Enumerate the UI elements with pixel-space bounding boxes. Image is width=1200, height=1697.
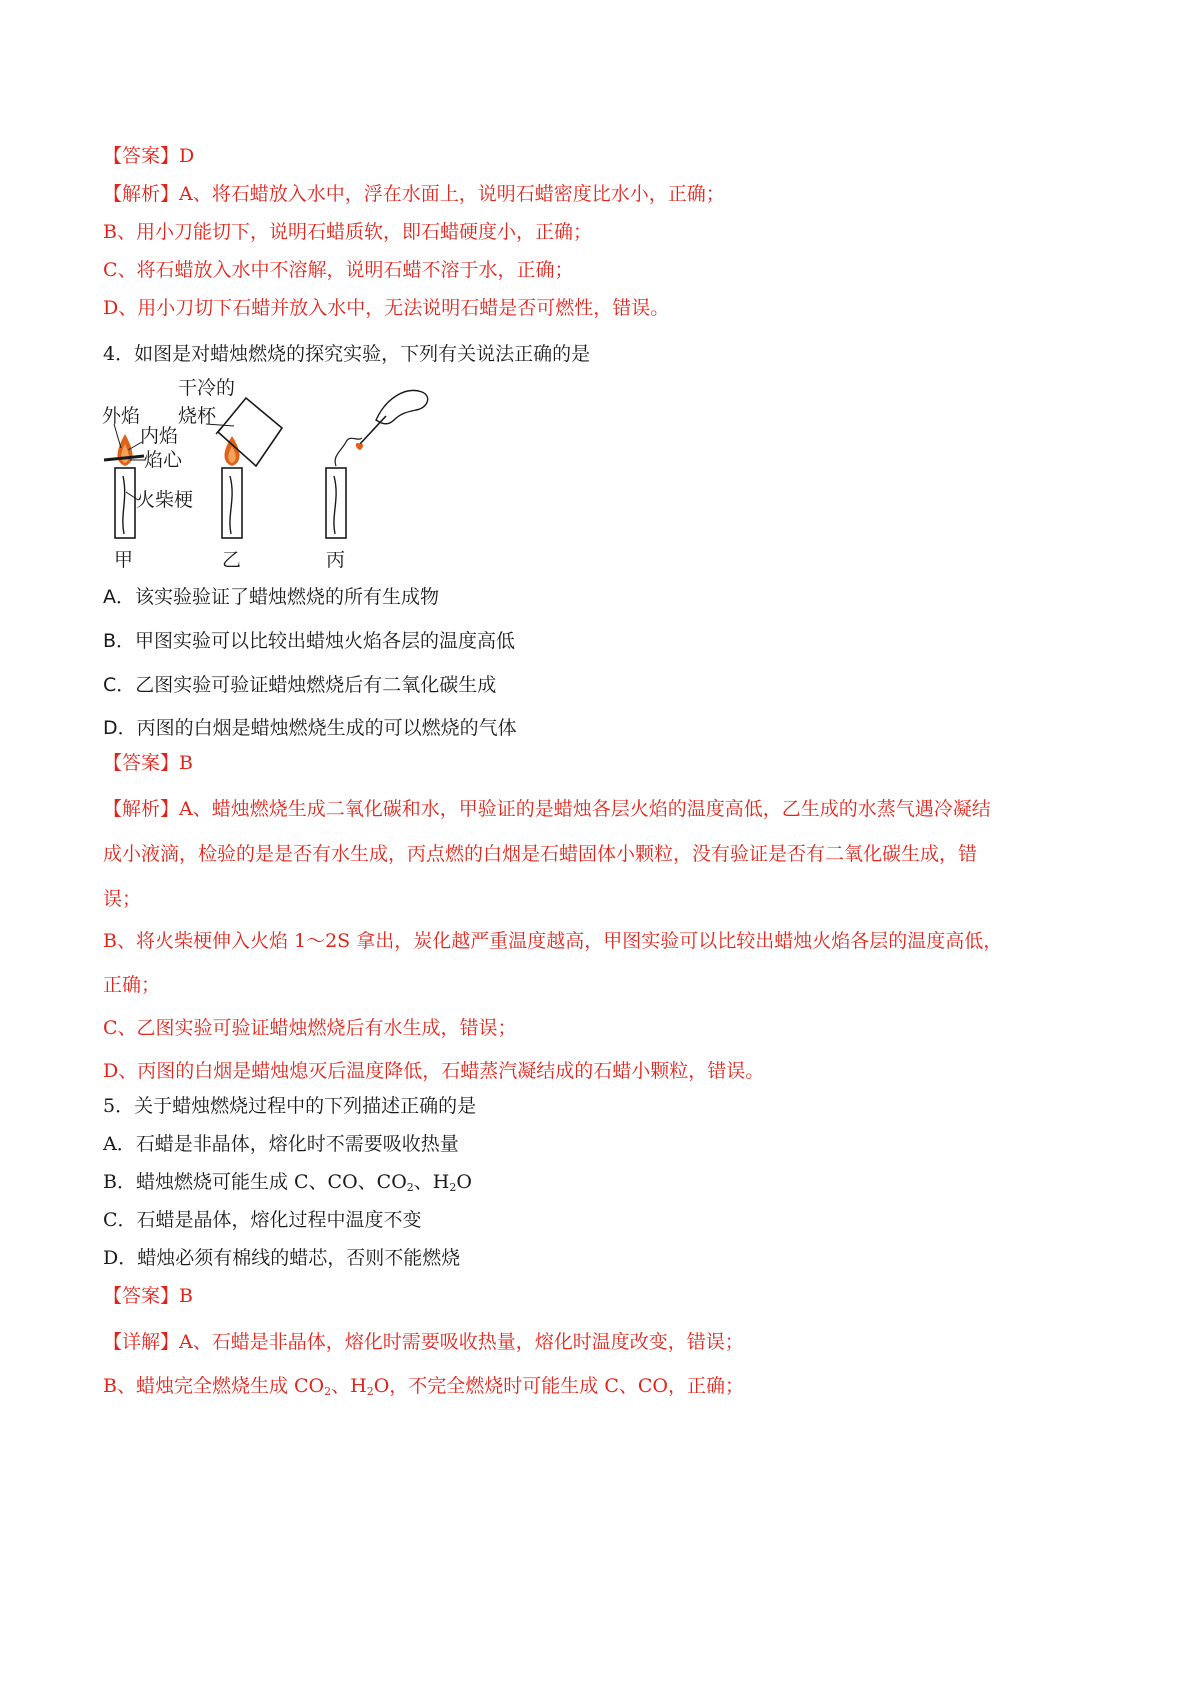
q5-detail-b <box>103 1373 744 1405</box>
candle-yi <box>206 398 282 538</box>
detail-text: O，不完全燃烧时可能生成 C、CO，正确； <box>373 1375 744 1397</box>
q3-analysis-c: C、将石蜡放入水中不溶解，说明石蜡不溶于水，正确； <box>103 259 574 281</box>
analysis-tag: 【解析】 <box>103 798 180 820</box>
label-outer-flame: 外焰 <box>102 405 141 427</box>
label-matchstick: 火柴梗 <box>136 489 194 511</box>
q5-option-a: A．石蜡是非晶体，熔化时不需要吸收热量 <box>103 1133 459 1155</box>
q5-option-b <box>103 1169 472 1201</box>
analysis-text: A、蜡烛燃烧生成二氧化碳和水，甲验证的是蜡烛各层火焰的温度高低，乙生成的水蒸气遇冷凝结 <box>179 798 991 820</box>
q4-analysis-d: D、丙图的白烟是蜡烛熄灭后温度降低，石蜡蒸汽凝结成的石蜡小颗粒，错误。 <box>103 1060 765 1082</box>
q4-analysis-a-line1 <box>103 796 991 822</box>
q3-answer <box>103 143 194 169</box>
q4-analysis-a-line3: 误； <box>103 888 142 910</box>
q5-detail-a <box>103 1329 744 1355</box>
q4-option-a: A．该实验验证了蜡烛燃烧的所有生成物 <box>103 586 439 608</box>
candle-bing <box>326 390 428 538</box>
q4-answer <box>103 750 193 776</box>
label-beaker: 烧杯 <box>178 405 217 427</box>
caption-jia: 甲 <box>114 549 134 571</box>
detail-tag: 【详解】 <box>103 1331 180 1353</box>
q5-option-c: C．石蜡是晶体，熔化过程中温度不变 <box>103 1209 422 1231</box>
q3-analysis-b: B、用小刀能切下，说明石蜡质软，即石蜡硬度小，正确； <box>103 221 592 243</box>
detail-text: B、蜡烛完全燃烧生成 CO <box>103 1375 325 1397</box>
q3-analysis-a <box>103 181 725 207</box>
subscript: 2 <box>406 1181 414 1194</box>
option-b-text: O <box>456 1171 472 1193</box>
answer-tag: 【答案】 <box>103 145 180 167</box>
answer-value: B <box>179 1285 193 1307</box>
option-b-text: 、H <box>413 1171 450 1193</box>
label-inner-flame: 内焰 <box>140 425 179 447</box>
q4-option-d: D．丙图的白烟是蜡烛燃烧生成的可以燃烧的气体 <box>103 717 517 739</box>
answer-value: B <box>179 752 193 774</box>
label-dry-cold: 干冷的 <box>178 377 236 399</box>
q4-analysis-c: C、乙图实验可验证蜡烛燃烧后有水生成，错误； <box>103 1017 517 1039</box>
analysis-tag: 【解析】 <box>103 183 180 205</box>
caption-yi: 乙 <box>222 549 242 571</box>
q4-option-c: C．乙图实验可验证蜡烛燃烧后有二氧化碳生成 <box>103 674 497 696</box>
subscript: 2 <box>324 1385 332 1398</box>
label-flame-core: 焰心 <box>144 449 183 471</box>
white-smoke <box>335 438 362 466</box>
q4-stem: 4．如图是对蜡烛燃烧的探究实验，下列有关说法正确的是 <box>103 343 591 365</box>
q4-analysis-b-line1: B、将火柴梗伸入火焰 1～2S 拿出，炭化越严重温度越高，甲图实验可以比较出蜡烛火焰各层的温度高低， <box>103 930 1003 952</box>
q4-analysis-a-line2: 成小液滴，检验的是是否有水生成，丙点燃的白烟是石蜡固体小颗粒，没有验证是否有二氧化碳生成，错 <box>103 843 978 865</box>
caption-bing: 丙 <box>326 549 346 571</box>
answer-tag: 【答案】 <box>103 752 180 774</box>
detail-text: A、石蜡是非晶体，熔化时需要吸收热量，熔化时温度改变，错误； <box>179 1331 744 1353</box>
subscript: 2 <box>449 1181 457 1194</box>
detail-text: 、H <box>331 1375 367 1397</box>
q5-answer <box>103 1283 193 1309</box>
answer-tag: 【答案】 <box>103 1285 180 1307</box>
q4-option-b: B．甲图实验可以比较出蜡烛火焰各层的温度高低 <box>103 630 516 652</box>
q4-analysis-b-line2: 正确； <box>103 974 161 996</box>
q5-stem: 5．关于蜡烛燃烧过程中的下列描述正确的是 <box>103 1095 477 1117</box>
subscript: 2 <box>366 1385 374 1398</box>
q5-option-d: D．蜡烛必须有棉线的蜡芯，否则不能燃烧 <box>103 1247 461 1269</box>
q3-analysis-d: D、用小刀切下石蜡并放入水中，无法说明石蜡是否可燃性，错误。 <box>103 297 670 319</box>
analysis-text: A、将石蜡放入水中，浮在水面上，说明石蜡密度比水小，正确； <box>179 183 725 205</box>
answer-value: D <box>179 145 195 167</box>
option-b-text: B．蜡烛燃烧可能生成 C、CO、CO <box>103 1171 407 1193</box>
